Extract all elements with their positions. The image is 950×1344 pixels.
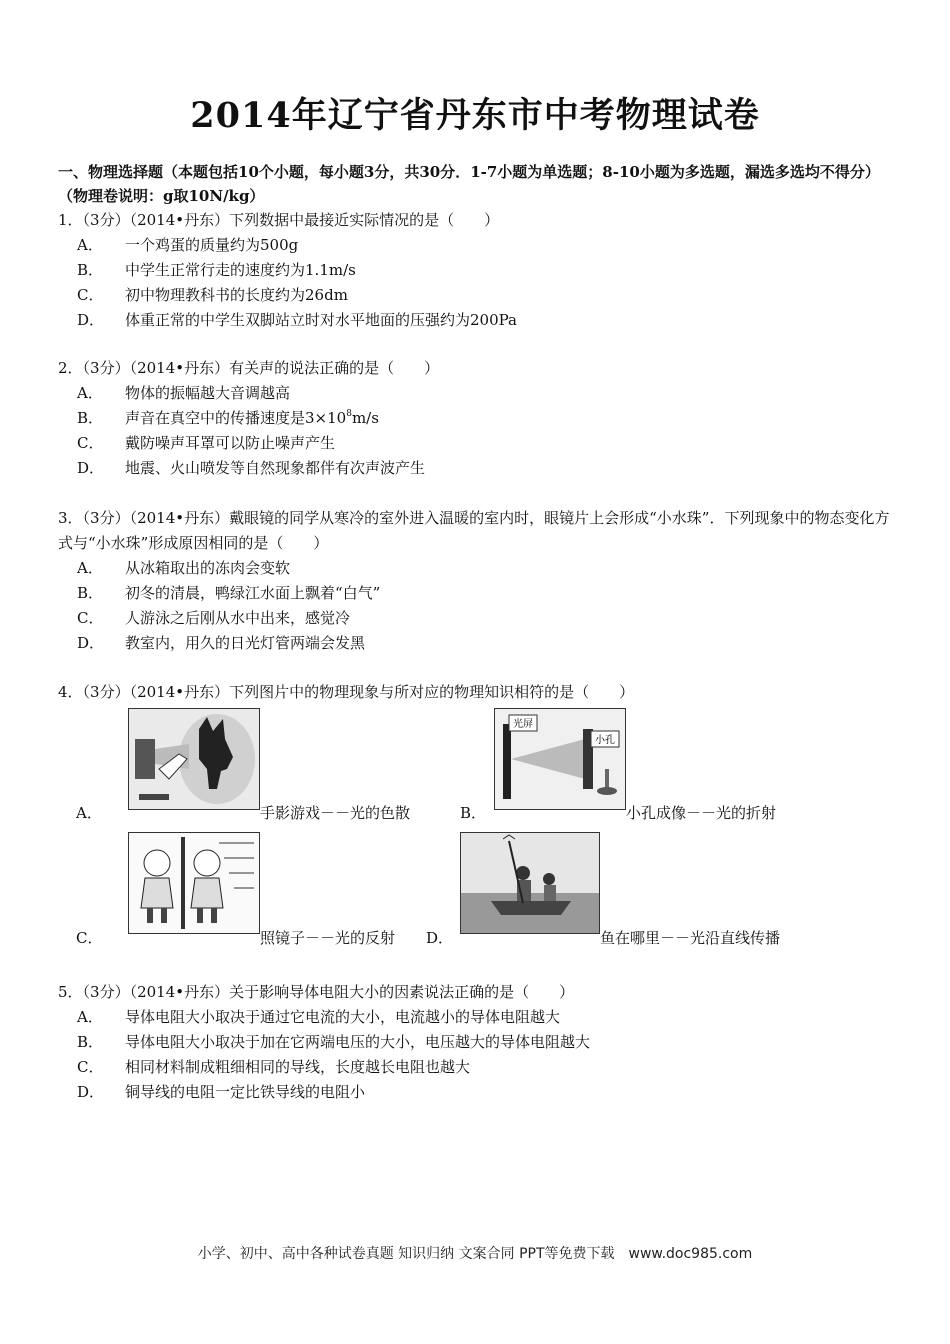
question-stem: 2．（3分）（2014•丹东）有关声的说法正确的是（ ） (58, 359, 440, 377)
hand-shadow-image (128, 708, 260, 810)
option-d[interactable]: D． 教室内，用久的日光灯管两端会发黑 (77, 634, 366, 652)
question-2 (58, 356, 898, 481)
option-a[interactable]: A． 从冰箱取出的冻肉会变软 (77, 559, 291, 577)
option-c[interactable]: C． 戴防噪声耳罩可以防止噪声产生 (77, 434, 336, 452)
option-d[interactable]: D． 体重正常的中学生双脚站立时对水平地面的压强约为200Pa (77, 311, 517, 329)
question-3 (58, 506, 898, 656)
svg-text:小孔: 小孔 (595, 735, 615, 746)
option-a-text: 手影游戏－－光的色散 (260, 804, 411, 822)
option-a[interactable]: A． 物体的振幅越大音调越高 (77, 384, 291, 402)
footer-text: 小学、初中、高中各种试卷真题 知识归纳 文案合同 PPT等免费下载 www.doc985.com (197, 1246, 753, 1262)
option-a[interactable]: A． 一个鸡蛋的质量约为500g (77, 236, 299, 254)
question-stem: 1．（3分）（2014•丹东）下列数据中最接近实际情况的是（ ） (58, 211, 500, 229)
option-b[interactable]: B． 中学生正常行走的速度约为1.1m/s (77, 261, 356, 279)
option-d[interactable]: D． 地震、火山喷发等自然现象都伴有次声波产生 (77, 459, 426, 477)
question-1 (58, 208, 898, 333)
option-c[interactable]: C． 相同材料制成粗细相同的导线，长度越长电阻也越大 (77, 1058, 471, 1076)
option-b-text: 小孔成像－－光的折射 (626, 804, 777, 822)
option-c[interactable]: C． 初中物理教科书的长度约为26dm (77, 286, 348, 304)
option-b[interactable]: B． 初冬的清晨，鸭绿江水面上飘着“白气” (77, 584, 381, 602)
section-heading: 一、物理选择题（本题包括10个小题，每小题3分，共30分．1-7小题为单选题；8-10小题为多选题，漏选多选均不得分）（物理卷说明：g取10N/kg） (58, 163, 880, 205)
pinhole-camera-image (494, 708, 626, 810)
question-4 (58, 680, 898, 705)
option-d[interactable]: D． 铜导线的电阻一定比铁导线的电阻小 (77, 1083, 366, 1101)
page-title: 2014年辽宁省丹东市中考物理试卷 (190, 95, 760, 136)
mirror-girls-image (128, 832, 260, 934)
question-stem: 5．（3分）（2014•丹东）关于影响导体电阻大小的因素说法正确的是（ ） (58, 983, 575, 1001)
question-5 (58, 980, 898, 1105)
option-c[interactable]: C． 人游泳之后刚从水中出来，感觉冷 (77, 609, 351, 627)
option-b[interactable]: B． (460, 804, 487, 822)
option-a[interactable]: A． (76, 804, 102, 822)
option-c[interactable]: C． (76, 929, 103, 947)
option-c-text: 照镜子－－光的反射 (260, 929, 396, 947)
option-a[interactable]: A． 导体电阻大小取决于通过它电流的大小，电流越小的导体电阻越大 (77, 1008, 561, 1026)
option-b[interactable]: B． 声音在真空中的传播速度是$3\times 10^8m/s$ (77, 409, 379, 427)
option-b[interactable]: B． 导体电阻大小取决于加在它两端电压的大小，电压越大的导体电阻越大 (77, 1033, 591, 1051)
question-stem: 3．（3分）（2014•丹东）戴眼镜的同学从寒冷的室外进入温暖的室内时，眼镜片上会形成“小水珠”．下列现象中的物态变化方式与“小水珠”形成原因相同的是（ ） (58, 509, 890, 552)
question-stem: 4．（3分）（2014•丹东）下列图片中的物理现象与所对应的物理知识相符的是（ ） (58, 683, 635, 701)
option-d-text: 鱼在哪里－－光沿直线传播 (600, 929, 781, 947)
svg-text:光屏: 光屏 (513, 719, 533, 730)
option-d[interactable]: D． (426, 929, 454, 947)
fishing-boat-image (460, 832, 600, 934)
